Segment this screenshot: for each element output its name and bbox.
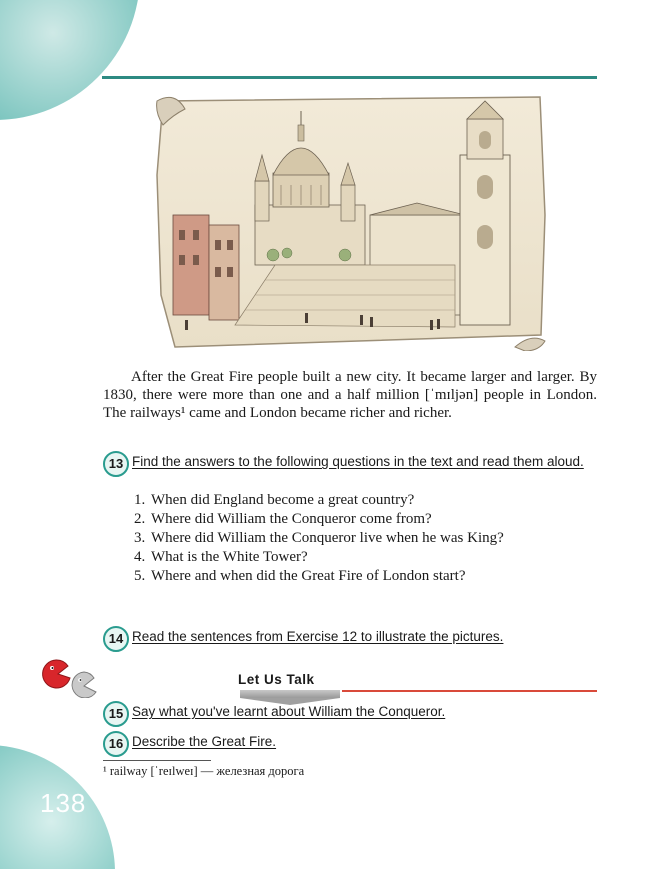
- question-text: Where did William the Conqueror live when he was King?: [151, 530, 504, 546]
- question-number: 3.: [134, 530, 146, 546]
- list-item: [134, 529, 565, 547]
- footnote-rule: [103, 760, 211, 761]
- exercise-14: [103, 626, 597, 652]
- reading-paragraph: After the Great Fire people built a new city. It became larger and larger. By 1830, there were more than one and a half million [ˈmɪljən] people in London. The railways¹ came and London became richer and richer.: [103, 369, 597, 421]
- question-text: Where and when did the Great Fire of London start?: [151, 568, 466, 584]
- mascot-icon: [40, 658, 98, 698]
- question-number: 4.: [134, 549, 146, 565]
- question-list: [134, 491, 596, 586]
- exercise-number-badge: 13: [103, 451, 129, 477]
- section-title: Let Us Talk: [238, 672, 315, 687]
- question-number: 2.: [134, 511, 146, 527]
- exercise-instruction: Read the sentences from Exercise 12 to illustrate the pictures.: [132, 629, 504, 644]
- exercise-13: [103, 451, 597, 491]
- exercise-15: [103, 701, 597, 727]
- list-item: [134, 567, 596, 585]
- exercise-number-badge: 14: [103, 626, 129, 652]
- let-us-talk-section: [40, 658, 600, 704]
- section-rule: [342, 690, 597, 692]
- exercise-number-badge: 16: [103, 731, 129, 757]
- exercise-number-badge: 15: [103, 701, 129, 727]
- question-text: When did England become a great country?: [151, 492, 415, 508]
- list-item: [134, 510, 596, 528]
- exercise-instruction: Find the answers to the following questions in the text and read them aloud.: [132, 454, 584, 469]
- question-number: 1.: [134, 492, 146, 508]
- question-number: 5.: [134, 568, 146, 584]
- section-title-bar: [240, 690, 340, 698]
- list-item: [134, 548, 596, 566]
- london-cathedral-illustration: [155, 95, 547, 351]
- question-text: Where did William the Conqueror come from?: [151, 511, 432, 527]
- page-number: 138: [40, 788, 87, 818]
- corner-decoration-top-left: [0, 0, 140, 120]
- exercise-instruction: Describe the Great Fire.: [132, 734, 277, 749]
- question-text: What is the White Tower?: [151, 549, 308, 565]
- footnote: ¹ railway [ˈreɪlweɪ] — железная дорога: [103, 764, 305, 778]
- exercise-instruction: Say what you've learnt about William the Conqueror.: [132, 704, 446, 719]
- exercise-16: [103, 731, 597, 757]
- top-rule: [102, 76, 597, 79]
- list-item: [134, 491, 596, 509]
- reading-text: [103, 368, 597, 422]
